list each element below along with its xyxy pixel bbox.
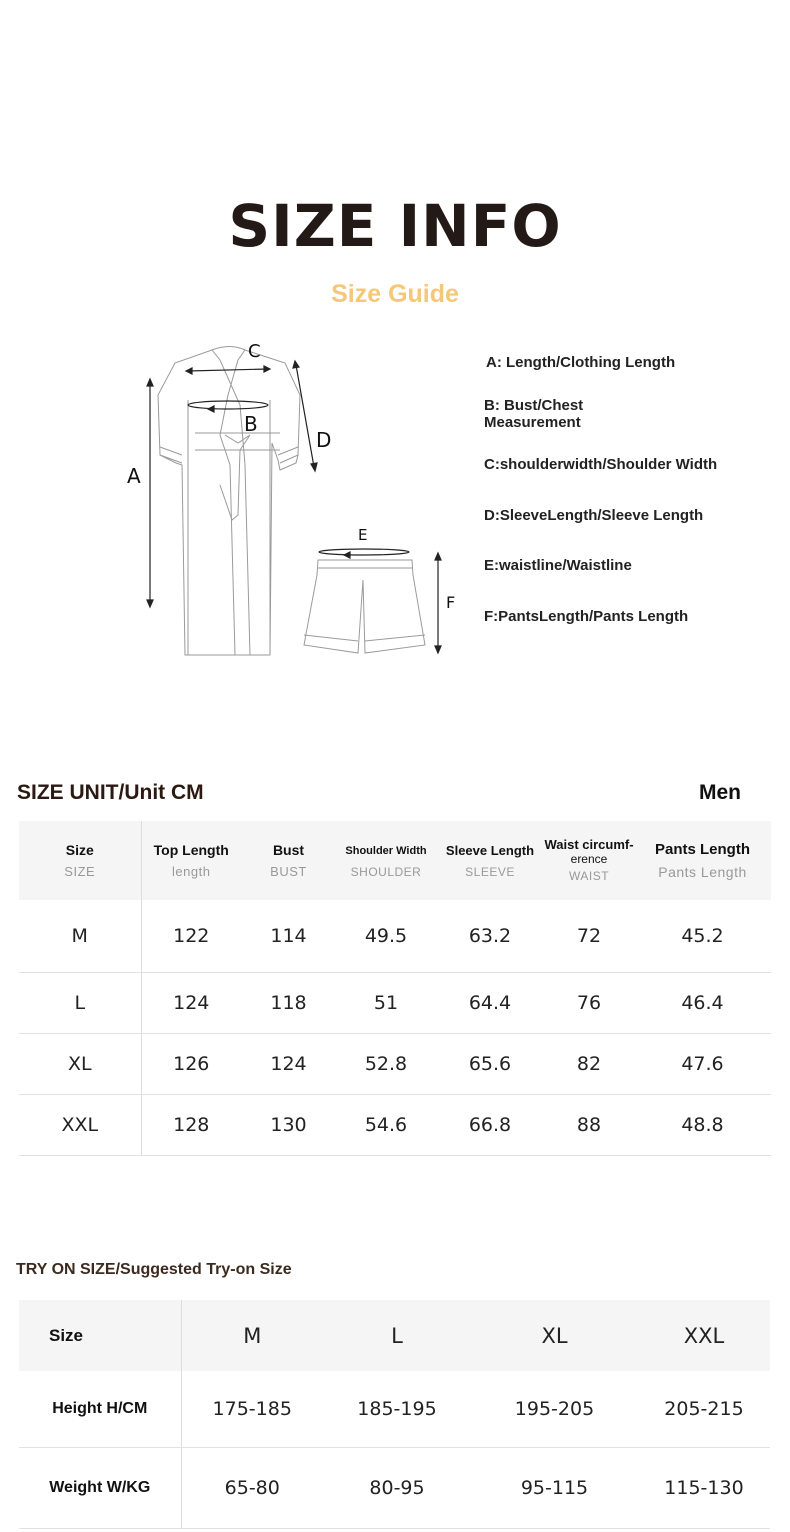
weight-xl: 95-115 [471, 1448, 638, 1529]
try-on-size-xl: XL [471, 1300, 638, 1371]
robe-collar [212, 350, 250, 655]
measurement-cell: 76 [544, 973, 634, 1034]
col-header-bust: Bust BUST [241, 821, 336, 900]
measurement-cell: 126 [141, 1034, 241, 1095]
legend-item-b-line1: B: Bust/Chest [484, 397, 584, 414]
measurement-cell: 65.6 [436, 1034, 544, 1095]
weight-m: 65-80 [181, 1448, 323, 1529]
weight-xxl: 115-130 [638, 1448, 770, 1529]
size-chart-row [19, 973, 771, 1034]
row-label-weight: Weight W/KG [19, 1448, 181, 1529]
label-a: A [127, 464, 141, 488]
size-chart-table [19, 821, 771, 1156]
garment-diagram [120, 335, 480, 665]
measurement-cell: 124 [241, 1034, 336, 1095]
measurement-cell: 82 [544, 1034, 634, 1095]
col-header-sleeve-length: Sleeve Length SLEEVE [436, 821, 544, 900]
try-on-table [19, 1300, 770, 1529]
try-on-size-l: L [323, 1300, 471, 1371]
size-chart-row [19, 900, 771, 973]
col-header-waist: Waist circumf- erence WAIST [544, 821, 634, 900]
measurement-cell: 48.8 [634, 1095, 771, 1156]
legend-item-d: D:SleeveLength/Sleeve Length [484, 507, 704, 524]
measurement-cell: 122 [141, 900, 241, 973]
robe-belt [195, 433, 280, 520]
measurement-cell: 88 [544, 1095, 634, 1156]
measurement-cell: 72 [544, 900, 634, 973]
legend-item-f: F:PantsLength/Pants Length [484, 608, 689, 625]
legend-item-e: E:waistline/Waistline [484, 557, 632, 574]
try-on-size-m: M [181, 1300, 323, 1371]
page-subtitle: Size Guide [331, 280, 459, 308]
label-d: D [316, 428, 332, 452]
try-on-header-row [19, 1300, 770, 1371]
row-label-height: Height H/CM [19, 1371, 181, 1448]
shorts-outline [304, 560, 425, 653]
size-cell: XL [19, 1034, 141, 1095]
measurement-cell: 46.4 [634, 973, 771, 1034]
size-chart-row [19, 1095, 771, 1156]
measurement-cell: 130 [241, 1095, 336, 1156]
measurement-cell: 54.6 [336, 1095, 436, 1156]
height-xl: 195-205 [471, 1371, 638, 1448]
legend-item-c: C:shoulderwidth/Shoulder Width [484, 456, 718, 473]
col-header-shoulder-width: Shoulder Width SHOULDER [336, 821, 436, 900]
size-chart-title: SIZE UNIT/Unit CM [17, 781, 204, 804]
measurement-cell: 66.8 [436, 1095, 544, 1156]
try-on-row-weight [19, 1448, 770, 1529]
size-chart-header-row [19, 821, 771, 900]
robe-body-lines [188, 400, 270, 655]
size-cell: M [19, 900, 141, 973]
legend-item-b-line2: Measurement [484, 414, 581, 431]
col-header-pants-length: Pants Length Pants Length [634, 821, 771, 900]
col-header-size: Size SIZE [19, 821, 141, 900]
measurement-cell: 52.8 [336, 1034, 436, 1095]
measurement-cell: 49.5 [336, 900, 436, 973]
label-e: E [358, 526, 368, 544]
measurement-cell: 128 [141, 1095, 241, 1156]
measurement-cell: 47.6 [634, 1034, 771, 1095]
measurement-cell: 51 [336, 973, 436, 1034]
size-cell: L [19, 973, 141, 1034]
height-m: 175-185 [181, 1371, 323, 1448]
try-on-row-height [19, 1371, 770, 1448]
measurement-cell: 63.2 [436, 900, 544, 973]
weight-l: 80-95 [323, 1448, 471, 1529]
try-on-header-size: Size [19, 1300, 181, 1371]
label-f: F [446, 593, 456, 612]
size-cell: XXL [19, 1095, 141, 1156]
measurement-cell: 118 [241, 973, 336, 1034]
legend-item-b [484, 397, 583, 431]
label-b: B [244, 412, 258, 436]
measurement-cell: 124 [141, 973, 241, 1034]
label-c: C [248, 341, 261, 362]
col-header-top-length: Top Length length [141, 821, 241, 900]
measurement-cell: 45.2 [634, 900, 771, 973]
height-xxl: 205-215 [638, 1371, 770, 1448]
page-title: SIZE INFO [228, 192, 562, 260]
try-on-title: TRY ON SIZE/Suggested Try-on Size [16, 1261, 292, 1278]
measurement-cell: 114 [241, 900, 336, 973]
try-on-size-xxl: XXL [638, 1300, 770, 1371]
height-l: 185-195 [323, 1371, 471, 1448]
size-chart-row [19, 1034, 771, 1095]
measurement-cell: 64.4 [436, 973, 544, 1034]
gender-label: Men [699, 781, 741, 804]
legend-item-a: A: Length/Clothing Length [486, 354, 676, 371]
